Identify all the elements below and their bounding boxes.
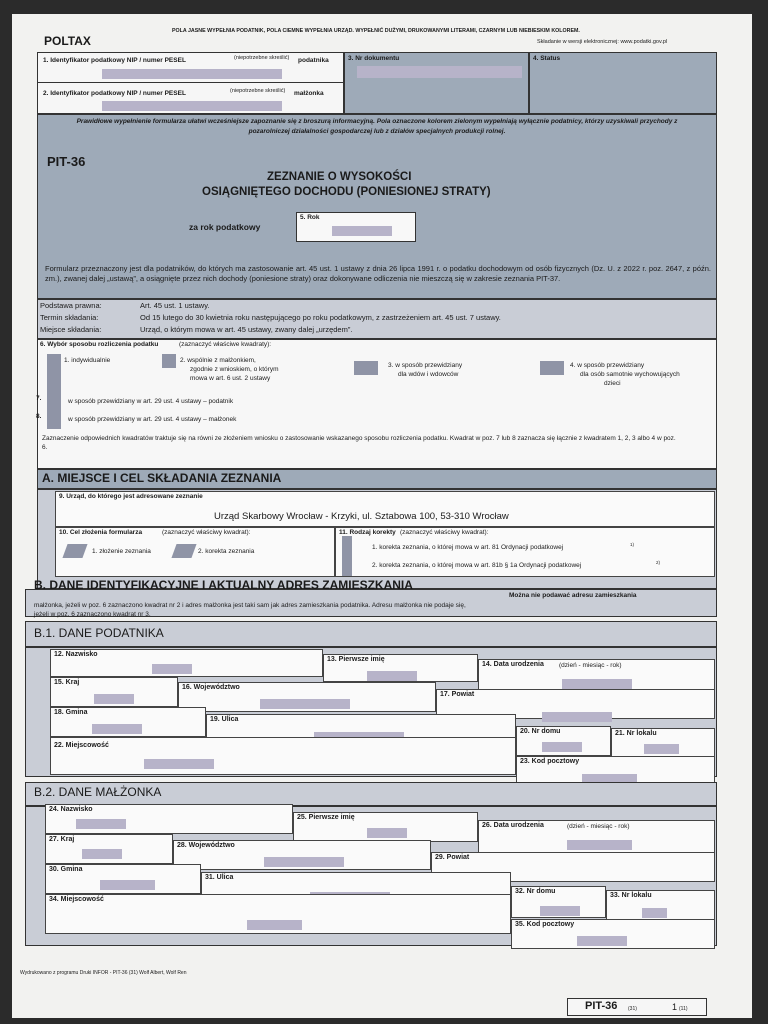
opt-1: 1. indywidualnie bbox=[64, 357, 111, 364]
redacted-f17 bbox=[542, 712, 612, 722]
redacted-f28 bbox=[264, 857, 344, 867]
redacted-f32 bbox=[540, 906, 580, 916]
field-11-opt1: 1. korekta zeznania, o której mowa w art. 81 Ordynacji podatkowej bbox=[372, 544, 564, 551]
redacted-f24 bbox=[76, 819, 126, 829]
field-10-opt1: 1. złożenie zeznania bbox=[92, 548, 151, 555]
header-instructions: POLA JASNE WYPEŁNIA PODATNIK, POLA CIEMNE WYPEŁNIA URZĄD. WYPEŁNIĆ DUŻYMI, DRUKOWANYMI LITERAMI, CZARNYM LUB NIEBIESKIM KOLOREM. bbox=[172, 28, 580, 34]
field-1-note: (niepotrzebne skreślić) bbox=[234, 55, 290, 61]
field-1-suffix: podatnika bbox=[298, 57, 329, 64]
opt-4b: dla osób samotnie wychowujących bbox=[580, 371, 680, 378]
field-11-label: 11. Rodzaj korekty bbox=[339, 529, 396, 536]
field-21-label: 21. Nr lokalu bbox=[615, 730, 657, 737]
field-12-label: 12. Nazwisko bbox=[54, 651, 98, 658]
opt-2a: 2. wspólnie z małżonkiem, bbox=[180, 357, 256, 364]
field-6-footnote: Zaznaczenie odpowiednich kwadratów traktuje się na równi ze złożeniem wniosku o zastosowanie wskazanego sposobu rozliczenia podatku. Kwadrat w poz. 7 lub 8 zaznacza się łącznie z kwadratem 1, 2, 3 albo 4 w poz. 6. bbox=[42, 435, 676, 451]
field-11-sup1: 1) bbox=[630, 542, 635, 547]
footer-version: (31) bbox=[628, 1006, 637, 1012]
redacted-f30 bbox=[100, 880, 155, 890]
field-8-num: 8. bbox=[36, 413, 42, 420]
legal-key-2: Termin składania: bbox=[40, 313, 99, 322]
field-1-label: 1. Identyfikator podatkowy NIP / numer PESEL bbox=[43, 57, 186, 64]
field-11-note: (zaznaczyć właściwy kwadrat): bbox=[400, 529, 489, 536]
field-20-label: 20. Nr domu bbox=[520, 728, 561, 735]
field-22-box[interactable] bbox=[50, 737, 516, 775]
section-b-note-b: małżonka, jeżeli w poz. 6 zaznaczono kwadrat nr 2 i adres małżonka jest taki sam jak adres zamieszkania podatnika. Adresu małżonka nie podaje się, bbox=[34, 602, 466, 609]
redacted-f26 bbox=[567, 840, 632, 850]
field-9-value: Urząd Skarbowy Wrocław - Krzyki, ul. Sztabowa 100, 53-310 Wrocław bbox=[214, 511, 509, 522]
redacted-f15 bbox=[94, 694, 134, 704]
legal-val-3: Urząd, o którym mowa w art. 45 ustawy, zwany dalej „urzędem”. bbox=[140, 325, 353, 334]
b2-title: B.2. DANE MAŁŻONKA bbox=[34, 785, 162, 799]
redacted-f25 bbox=[367, 828, 407, 838]
field-5-label: 5. Rok bbox=[300, 214, 320, 221]
field-19-label: 19. Ulica bbox=[210, 716, 239, 723]
field-31-label: 31. Ulica bbox=[205, 874, 234, 881]
redacted-nip-podatnika bbox=[102, 69, 282, 79]
printed-by: Wydrukowano z programu Druki INFOR - PIT-36 (31) Wolf Albert, Wolf Ren bbox=[20, 970, 187, 976]
field-24-label: 24. Nazwisko bbox=[49, 806, 93, 813]
b1-title: B.1. DANE PODATNIKA bbox=[34, 626, 164, 640]
field-10-opt2: 2. korekta zeznania bbox=[198, 548, 255, 555]
field-25-label: 25. Pierwsze imię bbox=[297, 814, 355, 821]
section-b-note-a: Można nie podawać adresu zamieszkania bbox=[509, 592, 637, 599]
redacted-f34 bbox=[247, 920, 302, 930]
checkbox-6-1-column[interactable] bbox=[47, 354, 61, 429]
redacted-f21 bbox=[644, 744, 679, 754]
purpose-text: Formularz przeznaczony jest dla podatników, do których ma zastosowanie art. 45 ust. 1 ustawy z dnia 26 lipca 1991 r. o podatku dochodowym od osób fizycznych (Dz. U. z 2022 r. poz. 2647, z późn. zm.), zwanej dalej „ustawą”, a osiągnięte przez nich dochody (poniesione straty) oraz dokonywane odliczenia nie mieszczą się w zakresie zeznania PIT-37. bbox=[45, 264, 711, 283]
field-35-label: 35. Kod pocztowy bbox=[515, 921, 575, 928]
redacted-f33 bbox=[642, 908, 667, 918]
footer-page: 1 bbox=[672, 1002, 678, 1012]
field-30-label: 30. Gmina bbox=[49, 866, 83, 873]
field-7-num: 7. bbox=[36, 395, 42, 402]
field-6-note: (zaznaczyć właściwe kwadraty): bbox=[179, 341, 272, 348]
field-14-note: (dzień - miesiąc - rok) bbox=[559, 662, 622, 669]
redacted-f16 bbox=[260, 699, 350, 709]
checkbox-6-3[interactable] bbox=[354, 361, 378, 375]
field-33-label: 33. Nr lokalu bbox=[610, 892, 652, 899]
field-2-label: 2. Identyfikator podatkowy NIP / numer PESEL bbox=[43, 90, 186, 97]
form-title-2: OSIĄGNIĘTEGO DOCHODU (PONIESIONEJ STRATY) bbox=[202, 186, 491, 198]
section-b-title: B. DANE IDENTYFIKACYJNE I AKTUALNY ADRES ZAMIESZKANIA bbox=[34, 578, 413, 592]
legal-val-2: Od 15 lutego do 30 kwietnia roku następującego po roku podatkowym, z zastrzeżeniem art. 45 ust. 7 ustawy. bbox=[140, 313, 501, 322]
redacted-year bbox=[332, 226, 392, 236]
redacted-f35 bbox=[577, 936, 627, 946]
field-6-label: 6. Wybór sposobu rozliczenia podatku bbox=[40, 341, 159, 348]
opt-2b: zgodnie z wnioskiem, o którym bbox=[190, 366, 279, 373]
legal-key-3: Miejsce składania: bbox=[40, 325, 102, 334]
redacted-f13 bbox=[367, 671, 417, 681]
field-13-label: 13. Pierwsze imię bbox=[327, 656, 385, 663]
field-28-label: 28. Województwo bbox=[177, 842, 235, 849]
checkbox-11-column[interactable] bbox=[342, 536, 352, 576]
field-8-text: w sposób przewidziany w art. 29 ust. 4 ustawy – małżonek bbox=[68, 416, 237, 423]
field-9-label: 9. Urząd, do którego jest adresowane zeznanie bbox=[59, 493, 203, 500]
efile-note: Składanie w wersji elektronicznej: www.podatki.gov.pl bbox=[537, 39, 668, 45]
opt-2c: mowa w art. 6 ust. 2 ustawy bbox=[190, 375, 271, 382]
redacted-doc-number bbox=[357, 66, 522, 78]
field-34-label: 34. Miejscowość bbox=[49, 896, 104, 903]
footer-form-code: PIT-36 bbox=[585, 1000, 618, 1012]
field-29-label: 29. Powiat bbox=[435, 854, 470, 861]
field-26-label: 26. Data urodzenia bbox=[482, 822, 544, 829]
redacted-f22 bbox=[144, 759, 214, 769]
redacted-f27 bbox=[82, 849, 122, 859]
section-b-note-c: jeżeli w poz. 6 zaznaczono kwadrat nr 3. bbox=[34, 611, 151, 618]
field-18-label: 18. Gmina bbox=[54, 709, 88, 716]
field-2-suffix: małżonka bbox=[294, 90, 324, 97]
redacted-nip-malzonka bbox=[102, 101, 282, 111]
opt-4c: dzieci bbox=[604, 380, 621, 387]
field-22-label: 22. Miejscowość bbox=[54, 742, 109, 749]
field-3-label: 3. Nr dokumentu bbox=[348, 55, 400, 62]
section-a-title: A. MIEJSCE I CEL SKŁADANIA ZEZNANIA bbox=[42, 471, 282, 485]
field-16-label: 16. Województwo bbox=[182, 684, 240, 691]
form-title-1: ZEZNANIE O WYSOKOŚCI bbox=[267, 171, 412, 183]
field-10-note: (zaznaczyć właściwy kwadrat): bbox=[162, 529, 251, 536]
field-17-label: 17. Powiat bbox=[440, 691, 475, 698]
checkbox-6-2[interactable] bbox=[162, 354, 176, 368]
legal-key-1: Podstawa prawna: bbox=[40, 301, 102, 310]
opt-4a: 4. w sposób przewidziany bbox=[570, 362, 645, 369]
redacted-f20 bbox=[542, 742, 582, 752]
field-4-label: 4. Status bbox=[533, 55, 561, 62]
field-27-label: 27. Kraj bbox=[49, 836, 75, 843]
tax-form-sheet bbox=[12, 14, 752, 1018]
field-7-text: w sposób przewidziany w art. 29 ust. 4 ustawy – podatnik bbox=[68, 398, 234, 405]
tax-year-label: za rok podatkowy bbox=[189, 222, 261, 232]
redacted-f12 bbox=[152, 664, 192, 674]
footer-pages: (11) bbox=[679, 1006, 688, 1012]
brand-label: POLTAX bbox=[44, 34, 91, 48]
field-10-label: 10. Cel złożenia formularza bbox=[59, 529, 143, 536]
field-26-note: (dzień - miesiąc - rok) bbox=[567, 823, 630, 830]
opt-3a: 3. w sposób przewidziany bbox=[388, 362, 463, 369]
opt-3b: dla wdów i wdowców bbox=[398, 371, 459, 378]
field-2-note: (niepotrzebne skreślić) bbox=[230, 88, 286, 94]
field-11-opt2: 2. korekta zeznania, o której mowa w art. 81b § 1a Ordynacji podatkowej bbox=[372, 562, 582, 569]
field-14-label: 14. Data urodzenia bbox=[482, 661, 544, 668]
form-code: PIT-36 bbox=[47, 154, 86, 169]
field-11-sup2: 2) bbox=[656, 560, 661, 565]
intro-note: Prawidłowe wypełnienie formularza ułatwi wcześniejsze zapoznanie się z broszurą informacyjną. Pola oznaczone kolorem zielonym wypełniają wyłącznie podatnicy, którzy uzyskiwali przychody z pozarolniczej działalności gospodarczej lub z działów specjalnych produkcji rolnej. bbox=[76, 118, 678, 135]
field-23-label: 23. Kod pocztowy bbox=[520, 758, 580, 765]
field-32-label: 32. Nr domu bbox=[515, 888, 556, 895]
redacted-f18 bbox=[92, 724, 142, 734]
checkbox-6-4[interactable] bbox=[540, 361, 564, 375]
field-15-label: 15. Kraj bbox=[54, 679, 80, 686]
legal-val-1: Art. 45 ust. 1 ustawy. bbox=[140, 301, 210, 310]
